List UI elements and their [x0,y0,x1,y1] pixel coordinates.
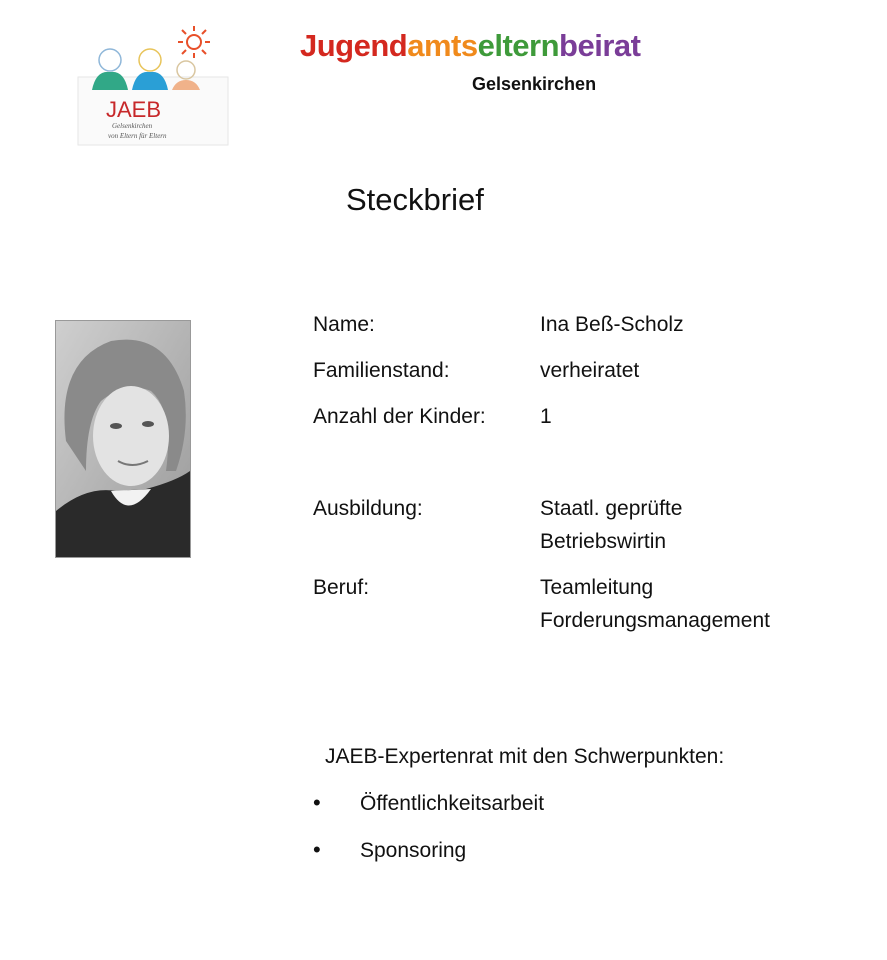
family-status-label: Familienstand: [313,359,450,382]
name-label: Name: [313,313,375,336]
education-label: Ausbildung: [313,497,423,520]
expertise-heading: JAEB-Expertenrat mit den Schwerpunkten: [325,745,725,768]
page-title: Steckbrief [346,182,484,217]
children-figures-icon [92,49,200,90]
name-value: Ina Beß-Scholz [540,313,684,336]
job-label: Beruf: [313,576,370,599]
portrait-photo [55,320,191,558]
organization-name [300,28,640,64]
kids-count-label: Anzahl der Kinder: [313,405,486,428]
education-value-line2: Betriebswirtin [540,530,667,553]
logo-text: JAEB [106,97,162,122]
expertise-item-sponsoring: Sponsoring [360,839,467,862]
logo-caption-line2: von Eltern für Eltern [108,132,167,140]
brand-part-beirat: beirat [559,28,641,63]
kids-count-value: 1 [540,405,552,428]
logo-caption-line1: Gelsenkirchen [112,122,153,130]
expertise-item-public-relations: Öffentlichkeitsarbeit [360,792,545,815]
city-name: Gelsenkirchen [472,74,597,94]
sun-icon [178,26,210,58]
jaeb-logo [76,22,236,147]
job-value-line1: Teamleitung [540,576,654,599]
brand-part-eltern: eltern [477,28,560,63]
education-value-line1: Staatl. geprüfte [540,497,683,520]
family-status-value: verheiratet [540,359,640,382]
brand-part-amts: amts [407,28,478,63]
brand-part-jugend: Jugend [300,28,408,63]
bullet-icon: • [313,790,321,815]
bullet-icon: • [313,837,321,862]
job-value-line2: Forderungsmanagement [540,609,770,632]
